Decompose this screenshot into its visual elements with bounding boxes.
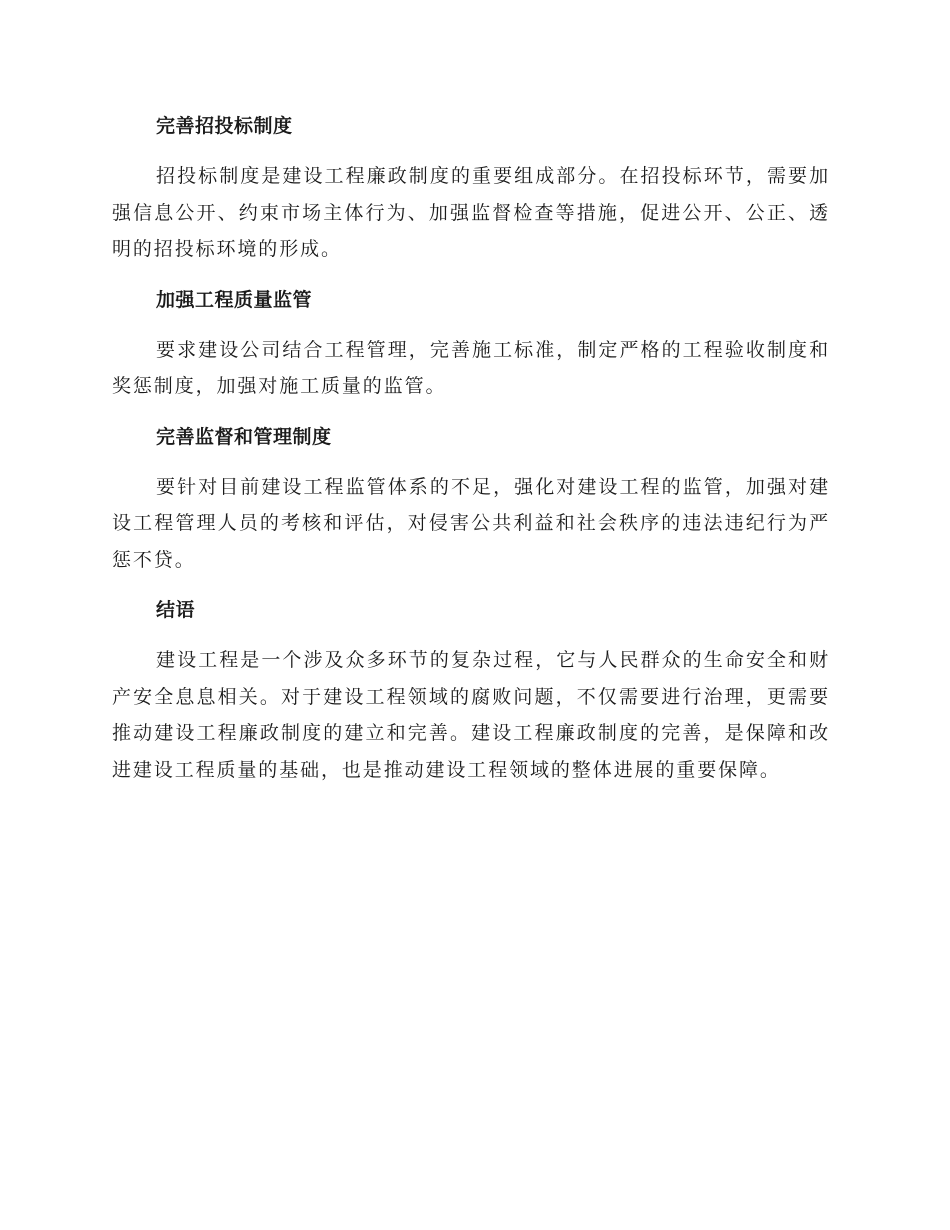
section-paragraph-quality: 要求建设公司结合工程管理，完善施工标准，制定严格的工程验收制度和奖惩制度，加强对施工质量的监管。 — [112, 338, 830, 397]
section-heading-conclusion: 结语 — [156, 599, 196, 621]
section-paragraph-bidding: 招投标制度是建设工程廉政制度的重要组成部分。在招投标环节，需要加强信息公开、约束市场主体行为、加强监督检查等措施，促进公开、公正、透明的招投标环境的形成。 — [112, 165, 830, 260]
section-paragraph-supervision: 要针对目前建设工程监管体系的不足，强化对建设工程的监管，加强对建设工程管理人员的考核和评估，对侵害公共利益和社会秩序的违法违纪行为严惩不贷。 — [112, 475, 830, 571]
section-heading-supervision: 完善监督和管理制度 — [156, 425, 332, 448]
section-heading-quality: 加强工程质量监管 — [156, 288, 313, 311]
section-heading-bidding: 完善招投标制度 — [156, 115, 293, 137]
section-paragraph-conclusion: 建设工程是一个涉及众多环节的复杂过程，它与人民群众的生命安全和财产安全息息相关。对于建设工程领域的腐败问题，不仅需要进行治理，更需要推动建设工程廉政制度的建立和完善。建设工程廉政制度的完善，是保障和改进建设工程质量的基础，也是推动建设工程领域的整体进展的重要保障。 — [112, 649, 830, 781]
document-body — [112, 108, 830, 788]
